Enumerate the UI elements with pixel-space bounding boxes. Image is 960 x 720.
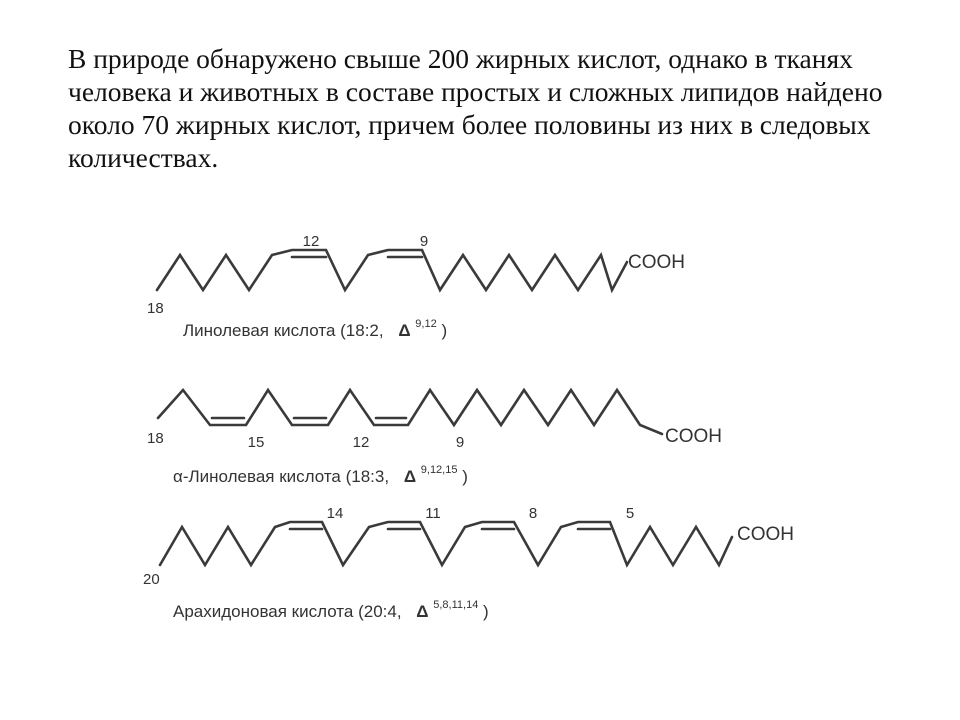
alpha-linolenic-delta-symbol: Δ [403, 467, 417, 486]
arachidonic-bond-number-14: 14 [326, 505, 344, 522]
linoleic-delta-superscript: 9,12 [415, 318, 437, 330]
alpha-linolenic-carbon-count: 18 [147, 430, 164, 447]
linoleic-caption-text: Линолевая кислота (18:2, [183, 321, 384, 340]
arachidonic-caption-text: Арахидоновая кислота (20:4, [173, 602, 402, 621]
linoleic-bond-number-12: 12 [302, 233, 320, 250]
alpha-linolenic-caption [173, 458, 468, 486]
arachidonic-carbon-count: 20 [143, 571, 160, 588]
arachidonic-delta-superscript: 5,8,11,14 [433, 599, 479, 611]
arachidonic-carbon-chain [160, 522, 732, 565]
alpha-linolenic-bond-number-15: 15 [247, 434, 265, 451]
arachidonic-bond-number-11: 11 [425, 505, 441, 522]
alpha-linolenic-bond-number-9: 9 [455, 434, 465, 451]
alpha-linolenic-cooh-label: COOH [665, 426, 722, 447]
alpha-linolenic-carbon-chain [158, 390, 662, 434]
arachidonic-caption-close: ) [483, 602, 489, 621]
arachidonic-caption [173, 593, 489, 621]
alpha-linolenic-bond-number-12: 12 [352, 434, 370, 451]
linoleic-delta-symbol: Δ [398, 321, 411, 340]
arachidonic-cooh-label: COOH [737, 524, 794, 545]
linoleic-cooh-label: COOH [628, 252, 685, 273]
linoleic-acid-structure [147, 233, 685, 340]
alpha-linolenic-caption-text: α-Линолевая кислота (18:3, [173, 467, 390, 486]
arachidonic-bond-number-8: 8 [528, 505, 538, 522]
alpha-linolenic-acid-structure [147, 390, 722, 486]
linoleic-carbon-count: 18 [147, 300, 164, 317]
linoleic-bond-number-9: 9 [419, 233, 429, 250]
alpha-linolenic-caption-close: ) [462, 467, 468, 486]
intro-paragraph: В природе обнаружено свыше 200 жирных кислот, однако в тканях человека и животных в составе простых и сложных липидов найдено около 70 жирных кислот, причем более половины из них в следовых количествах. [68, 43, 883, 173]
alpha-linolenic-delta-superscript: 9,12,15 [420, 464, 458, 476]
arachidonic-delta-symbol: Δ [416, 602, 429, 621]
arachidonic-bond-number-5: 5 [625, 505, 635, 522]
linoleic-caption [183, 312, 447, 340]
arachidonic-acid-structure [143, 505, 794, 621]
linoleic-caption-close: ) [441, 321, 448, 340]
